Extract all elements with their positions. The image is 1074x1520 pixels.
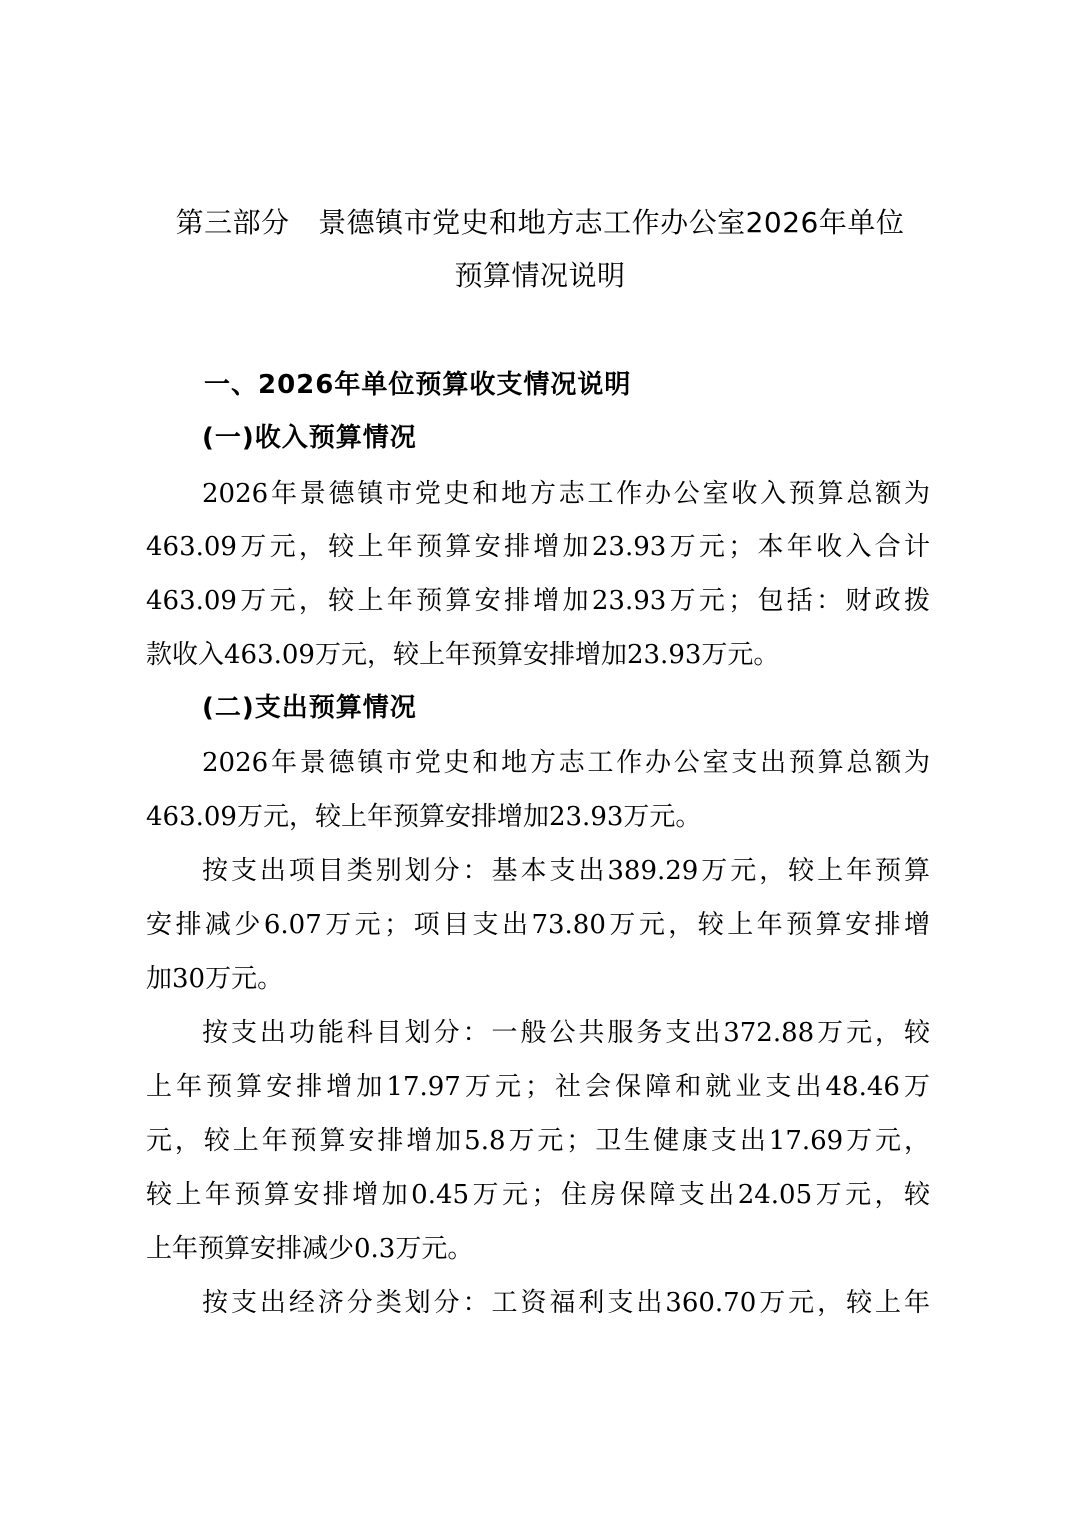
page-title-line-2: 预算情况说明: [454, 259, 626, 292]
expense-by-function-paragraph-line: 上年预算安排减少0.3万元。: [146, 1234, 474, 1264]
page-title-line-1: 第三部分 景德镇市党史和地方志工作办公室2026年单位: [175, 206, 905, 239]
expense-by-function-paragraph-line: 按支出功能科目划分：一般公共服务支出372.88万元，较: [202, 1018, 930, 1048]
income-paragraph-line: 463.09万元，较上年预算安排增加23.93万元；本年收入合计: [146, 532, 930, 562]
expense-by-project-paragraph-line: 加30万元。: [146, 964, 284, 994]
subheading-income-budget: (一)收入预算情况: [202, 423, 417, 453]
income-paragraph-line: 463.09万元，较上年预算安排增加23.93万元；包括：财政拨: [146, 586, 930, 616]
expense-by-function-paragraph-line: 较上年预算安排增加0.45万元；住房保障支出24.05万元，较: [146, 1180, 930, 1210]
income-paragraph-line: 款收入463.09万元，较上年预算安排增加23.93万元。: [146, 640, 780, 670]
income-paragraph-line: 2026年景德镇市党史和地方志工作办公室收入预算总额为: [202, 479, 930, 509]
expense-by-function-paragraph-line: 上年预算安排增加17.97万元；社会保障和就业支出48.46万: [146, 1072, 930, 1102]
subheading-expense-budget: (二)支出预算情况: [202, 693, 417, 723]
expense-by-function-paragraph-line: 元，较上年预算安排增加5.8万元；卫生健康支出17.69万元，: [146, 1126, 930, 1156]
expense-by-project-paragraph-line: 按支出项目类别划分：基本支出389.29万元，较上年预算: [202, 856, 930, 886]
expense-by-project-paragraph-line: 安排减少6.07万元；项目支出73.80万元，较上年预算安排增: [146, 910, 930, 940]
expense-by-economic-paragraph-line: 按支出经济分类划分：工资福利支出360.70万元，较上年: [202, 1288, 930, 1318]
expense-total-paragraph-line: 463.09万元，较上年预算安排增加23.93万元。: [146, 802, 702, 832]
expense-total-paragraph-line: 2026年景德镇市党史和地方志工作办公室支出预算总额为: [202, 748, 930, 778]
section-heading-budget-overview: 一、2026年单位预算收支情况说明: [204, 370, 632, 400]
